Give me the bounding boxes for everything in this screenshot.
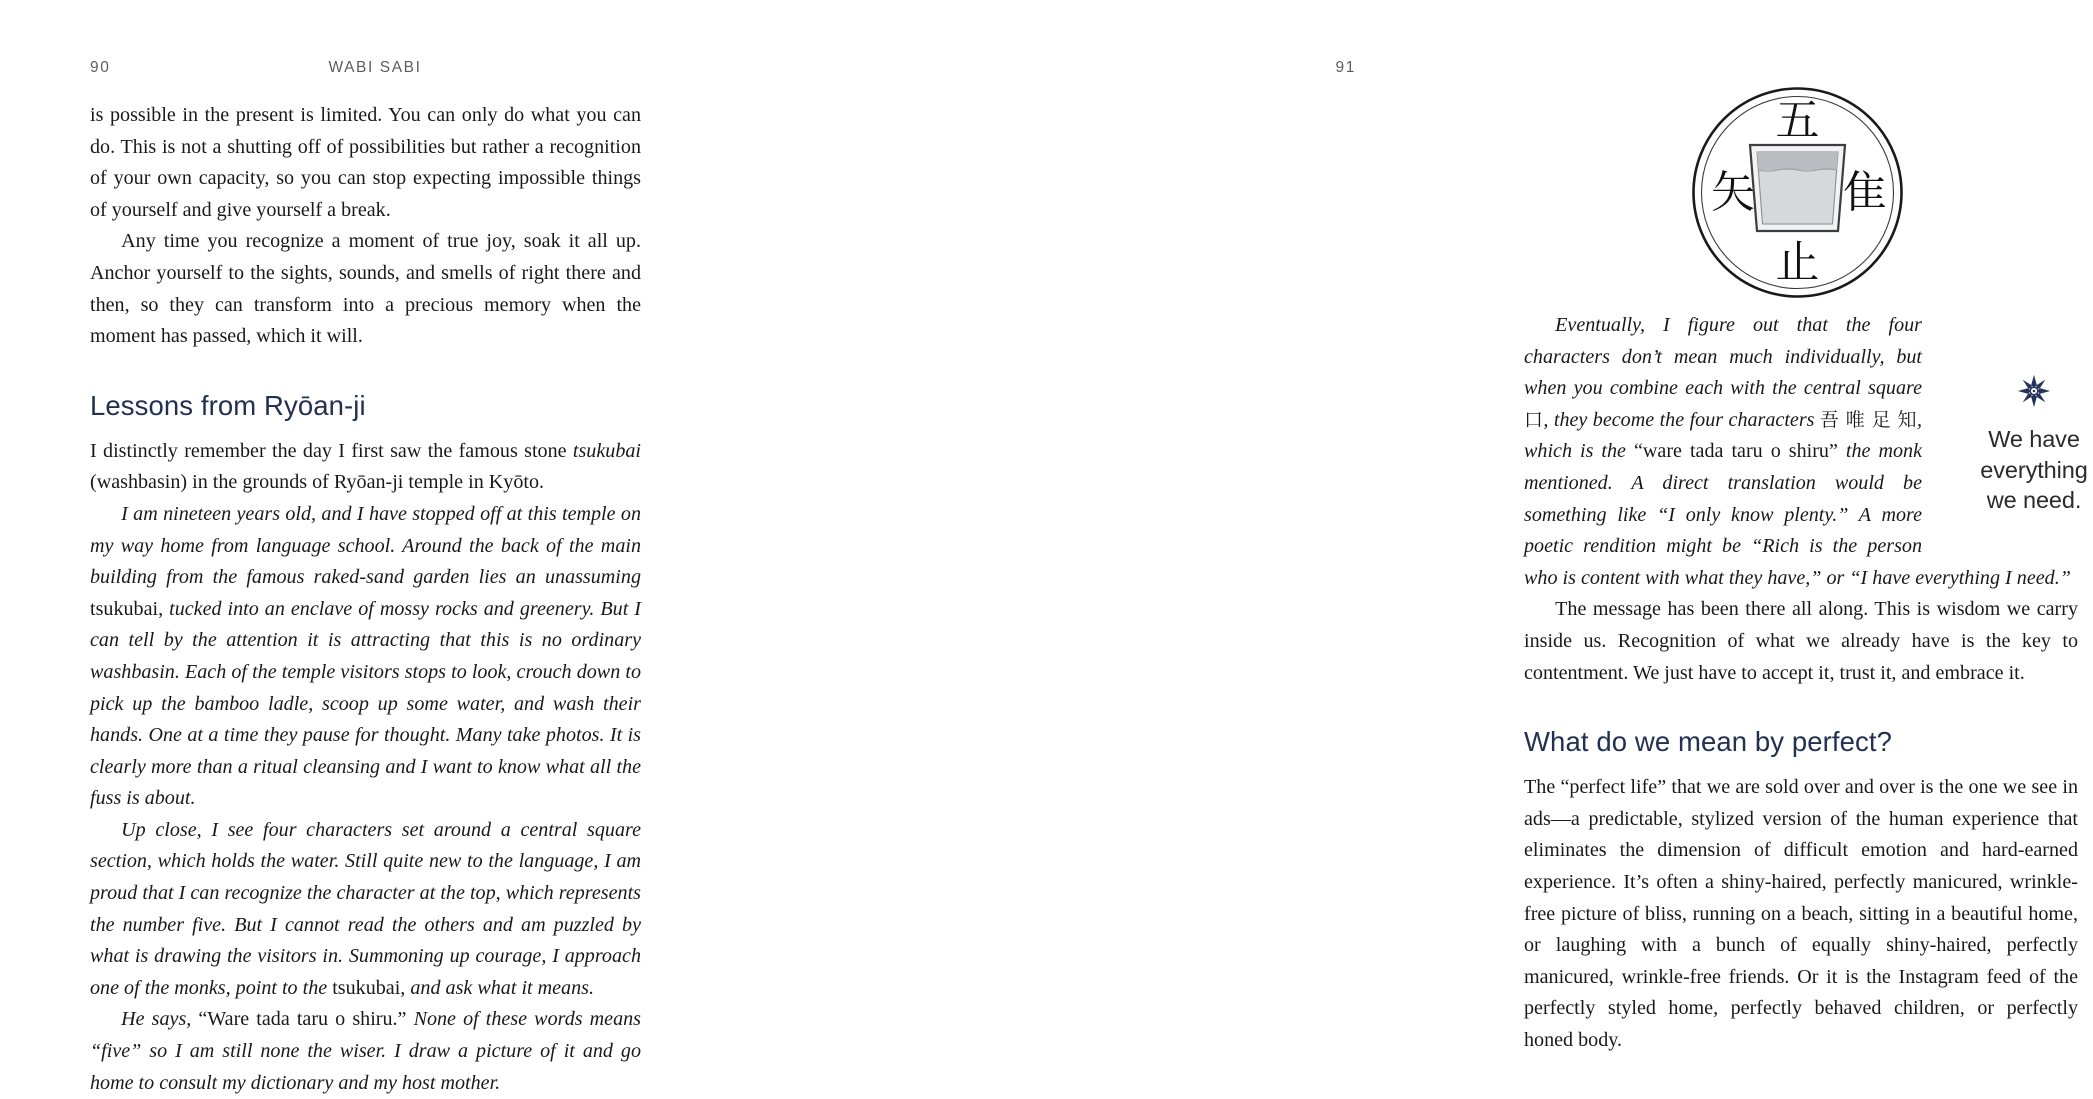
kanji-left-ya: 矢 [1711,167,1755,218]
italic-term-tsukubai: tsukubai [572,439,641,462]
roman-term-tsukubai: tsukubai, [332,976,406,999]
kanji-right-sui: 隹 [1843,167,1887,218]
section-heading-lessons: Lessons from Ryōan-ji [90,389,366,421]
tsukubai-illustration [1690,85,1905,300]
text-run: I distinctly remember the day I first saw the famous stone [90,439,573,462]
running-head-title: WABI SABI [328,59,422,76]
cjk-square-glyph: 口 [1524,408,1544,431]
section-heading-perfect: What do we mean by perfect? [1524,726,1893,758]
paragraph-continued: is possible in the present is limited. You can only do what you can do. This is not a shutting off of possibilities but rather a recognition of your own capacity, so you can stop expecting impossible things of yourself and give yourself a break. [90,104,641,221]
basin-water-band [1757,152,1838,170]
text-run: Up close, I see four characters set around a central square section, which holds the water. Still quite new to the language, I am proud that I can recognize the character at the top, which represents the number five. But I cannot read the others and am puzzled by what is drawing the visitors in. Summoning up courage, I approach one of the monks, point to the [90,818,641,999]
tsukubai-svg [1690,85,1905,300]
left-page [0,0,722,1094]
roman-quote-ware-tada: “Ware tada taru o shiru.” [198,1008,407,1031]
right-text-block [1524,310,2078,1056]
text-run: the monk mentioned. A direct translation would be something like “I only know plenty.” A more poetic rendition might be “Rich is the person who is content with what they have,” or “I have everything I need.” [1524,440,2071,589]
paragraph-memoir-1 [90,499,641,815]
text-run: , which is the [1524,408,1922,463]
paragraph-tsukubai-intro [90,436,641,499]
paragraph-perfect-life: The “perfect life” that we are sold over and over is the one we see in ads—a predictable, stylized version of the human experience that eliminates the dimension of difficult emotion and hard-earned experience. It’s often a shiny-haired, perfectly manicured, wrinkle-free picture of bliss, running on a beach, sitting in a beautiful home, or laughing with a bunch of equally shiny-haired, perfectly manicured, wrinkle-free friends. Or it is the Instagram feed of the perfectly styled home, perfectly behaved children, or perfectly honed body. [1524,776,2078,1051]
text-run: (washbasin) in the grounds of Ryōan-ji temple in Kyōto. [90,471,545,494]
cjk-ware-tada-taru-o-shiru: 吾 唯 足 知 [1819,408,1917,431]
paragraph-memoir-3 [90,1004,641,1099]
kanji-bottom-shi: 止 [1775,237,1820,288]
text-run: Eventually, I figure out that the four characters don’t mean much individually, but when you combine each with the central square [1524,314,1922,400]
folio-left: 90 [90,59,111,76]
right-page [722,0,2088,1051]
paragraph-memoir-2 [90,815,641,1005]
pull-quote-wrap-shim [1922,364,2078,560]
text-run: He says, [121,1008,199,1031]
text-run: None of these words means “five” so I am still none the wiser. I draw a picture of it and go home to consult my dictionary and my host mother. [90,1008,642,1094]
paragraph-joy: Any time you recognize a moment of true joy, soak it all up. Anchor yourself to the sights, sounds, and smells of right there and then, so they can transform into a precious memory when the moment has passed, which it will. [90,230,641,348]
folio-right: 91 [1335,59,1356,76]
pull-quote-line-3: we need. [1986,487,2082,513]
left-text-block [90,100,641,1099]
pull-quote-line-2: everything [1980,456,2088,483]
text-run: tucked into an enclave of mossy rocks and greenery. But I can tell by the attention it is attracting that this is no ordinary washbasin. Each of the temple visitors stops to look, crouch down to pick up the bamboo ladle, scoop up some water, and wash their hands. One at a time they pause for thought. Many take photos. It is clearly more than a ritual cleansing and I want to know what all the fuss is about. [90,597,641,810]
text-run: I am nineteen years old, and I have stopped off at this temple on my way home from language school. Around the back of the main building from the famous raked-sand garden lies an unassuming [90,502,641,589]
text-run: and ask what it means. [405,976,594,999]
kanji-top-go: 五 [1775,95,1820,146]
paragraph-message: The message has been there all along. This is wisdom we carry inside us. Recognition of what we already have is the key to contentment. We just have to accept it, trust it, and embrace it. [1524,598,2078,684]
pull-quote-line-1: We have [1988,426,2080,452]
text-run: , they become the four characters [1543,408,1820,431]
roman-romanization: “ware tada taru o shiru” [1634,440,1838,463]
paragraph-four-characters [1524,310,2078,594]
roman-term-tsukubai: tsukubai, [90,597,164,620]
